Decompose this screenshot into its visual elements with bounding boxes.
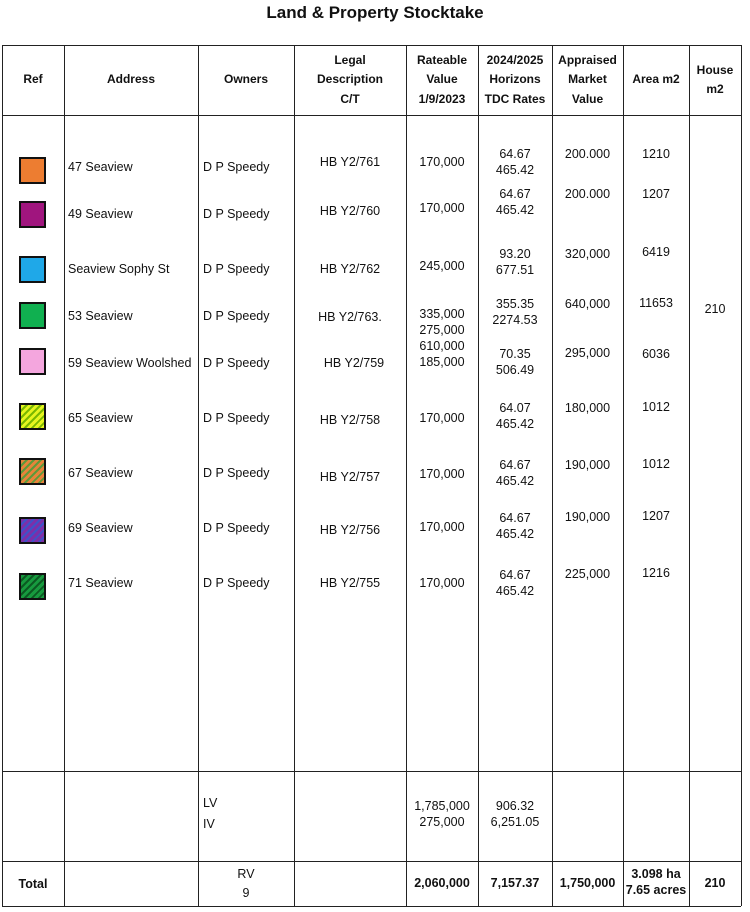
rates-cell: 465.42: [495, 417, 535, 431]
legal-cell: HB Y2/756: [319, 523, 381, 537]
rates-cell: 465.42: [495, 527, 535, 541]
legal-cell: HB Y2/762: [319, 262, 381, 276]
area-cell: 1210: [642, 147, 670, 161]
address-cell: Seaview Sophy St: [68, 262, 170, 276]
owner-cell: D P Speedy: [203, 207, 270, 221]
owner-cell: D P Speedy: [203, 262, 270, 276]
swatch-pink: [19, 348, 46, 375]
header-house: House m2: [696, 62, 734, 96]
area-cell: 1012: [642, 457, 670, 471]
address-cell: 59 Seaview Woolshed: [68, 356, 192, 370]
swatch-purple: [19, 201, 46, 228]
rates-cell: 64.67: [499, 187, 531, 201]
rateable-cell: 335,000: [419, 307, 465, 321]
area-cell: 1207: [642, 509, 670, 523]
grid-line: [623, 45, 624, 906]
lv-value: 1,785,000: [414, 799, 470, 813]
rates-cell: 355.35: [495, 297, 535, 311]
grid-line: [741, 45, 742, 906]
market-cell: 640,000: [564, 297, 611, 311]
legal-cell: HB Y2/758: [319, 413, 381, 427]
header-market: Appraised Market Value: [558, 52, 617, 106]
owner-cell: D P Speedy: [203, 309, 270, 323]
grid-line: [64, 45, 65, 906]
area-cell: 6036: [642, 347, 670, 361]
rates-cell: 677.51: [495, 263, 535, 277]
swatch-green-striped: [19, 573, 46, 600]
page-title: Land & Property Stocktake: [266, 3, 484, 22]
lv-label: LV: [203, 796, 218, 810]
swatch-purple-striped: [19, 517, 46, 544]
address-cell: 67 Seaview: [68, 466, 133, 480]
rateable-cell: 170,000: [419, 467, 465, 481]
swatch-yellow-striped: [19, 403, 46, 430]
grid-line: [2, 45, 3, 906]
legal-cell: HB Y2/761: [319, 155, 381, 169]
owner-cell: D P Speedy: [203, 521, 270, 535]
grid-line: [2, 115, 741, 116]
owner-cell: D P Speedy: [203, 356, 270, 370]
legal-cell: HB Y2/755: [319, 576, 381, 590]
rates-cell: 465.42: [495, 203, 535, 217]
rateable-cell: 170,000: [419, 576, 465, 590]
legal-cell: HB Y2/763.: [318, 310, 382, 324]
rates-cell: 64.67: [499, 147, 531, 161]
owner-cell: D P Speedy: [203, 411, 270, 425]
grid-line: [2, 906, 741, 907]
rateable-cell: 170,000: [419, 201, 465, 215]
swatch-blue: [19, 256, 46, 283]
legal-cell: HB Y2/757: [319, 470, 381, 484]
rates-cell: 64.67: [499, 511, 531, 525]
market-cell: 180,000: [564, 401, 611, 415]
total-rates: 7,157.37: [490, 876, 540, 890]
grid-line: [552, 45, 553, 906]
address-cell: 69 Seaview: [68, 521, 133, 535]
rateable-cell: 170,000: [419, 155, 465, 169]
legal-cell: HB Y2/760: [319, 204, 381, 218]
legal-cell: HB Y2/759: [323, 356, 385, 370]
iv-value: 275,000: [419, 815, 465, 829]
rateable-cell: 185,000: [419, 355, 465, 369]
swatch-green: [19, 302, 46, 329]
rates-cell: 64.67: [499, 458, 531, 472]
rv-label: RV: [237, 867, 255, 881]
market-cell: 190,000: [564, 458, 611, 472]
address-cell: 53 Seaview: [68, 309, 133, 323]
total-market: 1,750,000: [559, 876, 616, 890]
property-count: 9: [242, 886, 250, 900]
rates-cell: 2274.53: [492, 313, 538, 327]
owner-cell: D P Speedy: [203, 576, 270, 590]
rateable-cell: 610,000: [419, 339, 465, 353]
total-rateable: 2,060,000: [414, 876, 470, 890]
house-area-cell: 210: [704, 302, 726, 316]
header-ref: Ref: [23, 72, 43, 87]
rates-summary: 6,251.05: [490, 815, 540, 829]
rates-cell: 70.35: [499, 347, 531, 361]
rates-cell: 465.42: [495, 163, 535, 177]
rates-summary: 906.32: [495, 799, 535, 813]
address-cell: 71 Seaview: [68, 576, 133, 590]
swatch-orange: [19, 157, 46, 184]
iv-label: IV: [203, 817, 215, 831]
rates-cell: 506.49: [495, 363, 535, 377]
area-cell: 1012: [642, 400, 670, 414]
rateable-cell: 170,000: [419, 411, 465, 425]
rates-cell: 64.07: [499, 401, 531, 415]
market-cell: 200.000: [564, 147, 611, 161]
address-cell: 47 Seaview: [68, 160, 133, 174]
area-cell: 1207: [642, 187, 670, 201]
total-area-ha: 3.098 ha: [631, 867, 681, 881]
total-house: 210: [704, 876, 726, 890]
area-cell: 11653: [639, 296, 673, 310]
area-cell: 6419: [642, 245, 670, 259]
address-cell: 49 Seaview: [68, 207, 133, 221]
header-area: Area m2: [632, 72, 680, 87]
grid-line: [2, 771, 741, 772]
rateable-cell: 245,000: [419, 259, 465, 273]
grid-line: [2, 861, 741, 862]
total-area-acres: 7.65 acres: [625, 883, 687, 897]
header-legal: Legal Description C/T: [316, 52, 383, 106]
market-cell: 200.000: [564, 187, 611, 201]
market-cell: 295,000: [564, 346, 611, 360]
rates-cell: 93.20: [499, 247, 531, 261]
area-cell: 1216: [642, 566, 670, 580]
header-address: Address: [106, 72, 156, 87]
swatch-orange-striped: [19, 458, 46, 485]
header-rates: 2024/2025 Horizons TDC Rates: [484, 52, 546, 106]
market-cell: 225,000: [564, 567, 611, 581]
market-cell: 190,000: [564, 510, 611, 524]
rateable-cell: 170,000: [419, 520, 465, 534]
owner-cell: D P Speedy: [203, 466, 270, 480]
rates-cell: 465.42: [495, 584, 535, 598]
rates-cell: 64.67: [499, 568, 531, 582]
grid-line: [198, 45, 199, 906]
market-cell: 320,000: [564, 247, 611, 261]
grid-line: [689, 45, 690, 906]
header-owners: Owners: [223, 72, 268, 87]
address-cell: 65 Seaview: [68, 411, 133, 425]
rates-cell: 465.42: [495, 474, 535, 488]
owner-cell: D P Speedy: [203, 160, 270, 174]
header-rateable: Rateable Value 1/9/2023: [416, 52, 468, 106]
rateable-cell: 275,000: [419, 323, 465, 337]
total-label: Total: [18, 877, 48, 891]
